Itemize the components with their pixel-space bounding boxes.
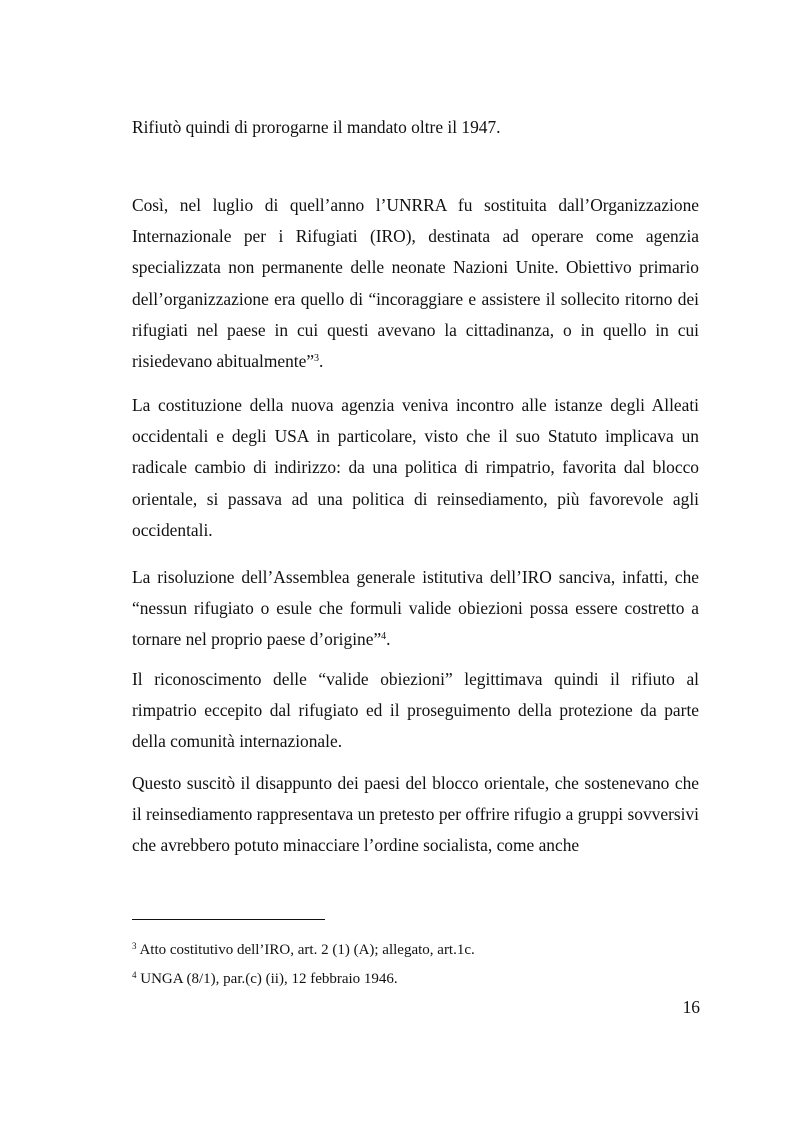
footnote-ref-3[interactable]: 3 <box>314 353 320 365</box>
paragraph-3-text: La costituzione della nuova agenzia veniva incontro alle istanze degli Alleati occidentali e degli USA in particolare, visto che il suo Statuto implicava un radicale cambio di indirizzo: da una politica di rimpatrio, favorita dal blocco orientale, si passava ad una politica di reinsediamento, più favorevole agli occidentali. <box>132 395 699 540</box>
paragraph-4-text: La risoluzione dell’Assemblea generale istitutiva dell’IRO sanciva, infatti, che “nessun rifugiato o esule che formuli valide obiezioni possa essere costretto a tornare nel proprio paese d’origine” <box>132 567 699 650</box>
paragraph-1-text: Rifiutò quindi di prorogarne il mandato oltre il 1947. <box>132 117 501 137</box>
footnote-4 <box>132 968 699 990</box>
page-number: 16 <box>682 997 700 1017</box>
footnote-4-number: 4 <box>132 970 137 980</box>
footnote-3-text: Atto costitutivo dell’IRO, art. 2 (1) (A); allegato, art.1c. <box>139 942 475 958</box>
paragraph-2-text: Così, nel luglio di quell’anno l’UNRRA fu sostituita dall’Organizzazione Internazionale per i Rifugiati (IRO), destinata ad operare come agenzia specializzata non permanente delle neonate Nazioni Unite. Obiettivo primario dell’organizzazione era quello di “incoraggiare e assistere il sollecito ritorno dei rifugiati nel paese in cui questi avevano la cittadinanza, o in quello in cui risiedevano abitualmente” <box>132 195 699 372</box>
footnote-ref-4[interactable]: 4 <box>381 631 387 643</box>
paragraph-6 <box>132 768 699 862</box>
paragraph-4 <box>132 562 699 656</box>
paragraph-3 <box>132 390 699 546</box>
footnote-3 <box>132 939 699 961</box>
footnote-3-number: 3 <box>132 941 137 951</box>
paragraph-6-text: Questo suscitò il disappunto dei paesi del blocco orientale, che sostenevano che il reinsediamento rappresentava un pretesto per offrire rifugio a gruppi sovversivi che avrebbero potuto minacciare l’ordine socialista, come anche <box>132 773 699 856</box>
paragraph-5-text: Il riconoscimento delle “valide obiezioni” legittimava quindi il rifiuto al rimpatrio eccepito dal rifugiato ed il proseguimento della protezione da parte della comunità internazionale. <box>132 669 699 752</box>
paragraph-2-tail: . <box>319 351 324 372</box>
footnote-4-text: UNGA (8/1), par.(c) (ii), 12 febbraio 1946. <box>140 971 398 987</box>
paragraph-1 <box>132 112 699 143</box>
paragraph-4-tail: . <box>386 629 391 650</box>
paragraph-5 <box>132 664 699 758</box>
paragraph-2 <box>132 190 699 377</box>
footnote-separator <box>132 919 325 920</box>
